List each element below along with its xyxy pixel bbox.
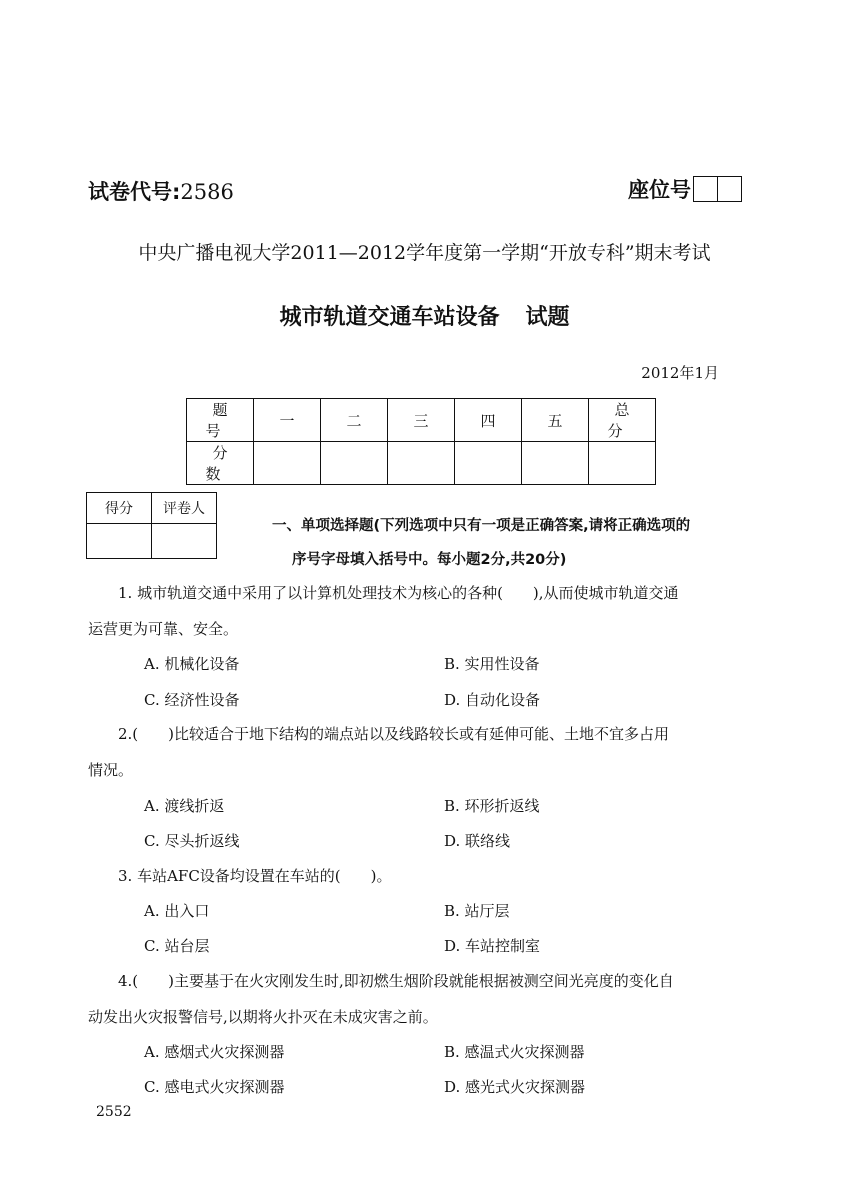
question-2-option-d: D. 联络线 [444, 832, 511, 850]
grader-name-cell [152, 524, 217, 559]
seat-label: 座位号 [628, 178, 691, 202]
score-cell [589, 442, 656, 485]
exam-title: 中央广播电视大学2011—2012学年度第一学期“开放专科”期末考试 [138, 242, 711, 264]
question-1-option-d: D. 自动化设备 [444, 691, 541, 709]
subject-suffix: 试题 [525, 305, 570, 330]
grader-name-header: 评卷人 [152, 493, 217, 524]
score-header-cell: 总分 [589, 399, 656, 442]
question-1-stem: 1. 城市轨道交通中采用了以计算机处理技术为核心的各种( ),从而使城市轨道交通 [118, 584, 679, 602]
seat-boxes [693, 176, 742, 202]
score-header-cell: 题号 [187, 399, 254, 442]
question-1-option-c: C. 经济性设备 [144, 691, 240, 709]
section-title-line1: 一、单项选择题(下列选项中只有一项是正确答案,请将正确选项的 [272, 518, 691, 534]
grader-table [86, 492, 217, 559]
exam-code [88, 176, 234, 206]
question-4-stem: 4.( )主要基于在火灾刚发生时,即初燃生烟阶段就能根据被测空间光亮度的变化自 [118, 972, 674, 990]
section-title-line2: 序号字母填入括号中。每小题2分,共20分) [292, 552, 567, 568]
question-4-option-a: A. 感烟式火灾探测器 [144, 1043, 285, 1061]
question-1-option-a: A. 机械化设备 [144, 655, 240, 673]
question-3-option-d: D. 车站控制室 [444, 937, 541, 955]
score-cell [321, 442, 388, 485]
score-table-header-row [187, 399, 656, 442]
question-3-option-a: A. 出入口 [144, 902, 210, 920]
exam-code-label: 试卷代号: [88, 180, 181, 204]
score-header-cell: 二 [321, 399, 388, 442]
score-header-cell: 四 [455, 399, 522, 442]
question-3-option-c: C. 站台层 [144, 937, 210, 955]
question-2-option-b: B. 环形折返线 [444, 797, 540, 815]
score-row-label: 分数 [187, 442, 254, 485]
question-4-option-d: D. 感光式火灾探测器 [444, 1078, 586, 1096]
score-cell [254, 442, 321, 485]
score-header-cell: 五 [522, 399, 589, 442]
question-4-option-b: B. 感温式火灾探测器 [444, 1043, 585, 1061]
question-2-stem-cont: 情况。 [88, 761, 134, 779]
score-header-cell: 三 [388, 399, 455, 442]
score-table-value-row [187, 442, 656, 485]
exam-code-value: 2586 [180, 180, 234, 204]
grader-score-header: 得分 [87, 493, 152, 524]
question-2-option-c: C. 尽头折返线 [144, 832, 240, 850]
subject-name: 城市轨道交通车站设备 [279, 305, 500, 330]
question-4-stem-cont: 动发出火灾报警信号,以期将火扑灭在未成灾害之前。 [88, 1008, 438, 1026]
score-cell [522, 442, 589, 485]
question-1-option-b: B. 实用性设备 [444, 655, 540, 673]
score-cell [388, 442, 455, 485]
seat-number [628, 174, 742, 204]
score-header-cell: 一 [254, 399, 321, 442]
question-2-stem: 2.( )比较适合于地下结构的端点站以及线路较长或有延伸可能、土地不宜多占用 [118, 725, 670, 743]
seat-box [693, 176, 718, 202]
question-2-option-a: A. 渡线折返 [144, 797, 225, 815]
question-4-option-c: C. 感电式火灾探测器 [144, 1078, 285, 1096]
page-code: 2552 [96, 1104, 132, 1120]
question-3-stem: 3. 车站AFC设备均设置在车站的( )。 [118, 867, 392, 885]
subject-title [0, 300, 849, 331]
question-1-stem-cont: 运营更为可靠、安全。 [88, 620, 239, 638]
question-3-option-b: B. 站厅层 [444, 902, 510, 920]
score-cell [455, 442, 522, 485]
exam-date: 2012年1月 [641, 364, 719, 382]
seat-box [718, 176, 742, 202]
score-table [186, 398, 656, 485]
grader-score-cell [87, 524, 152, 559]
